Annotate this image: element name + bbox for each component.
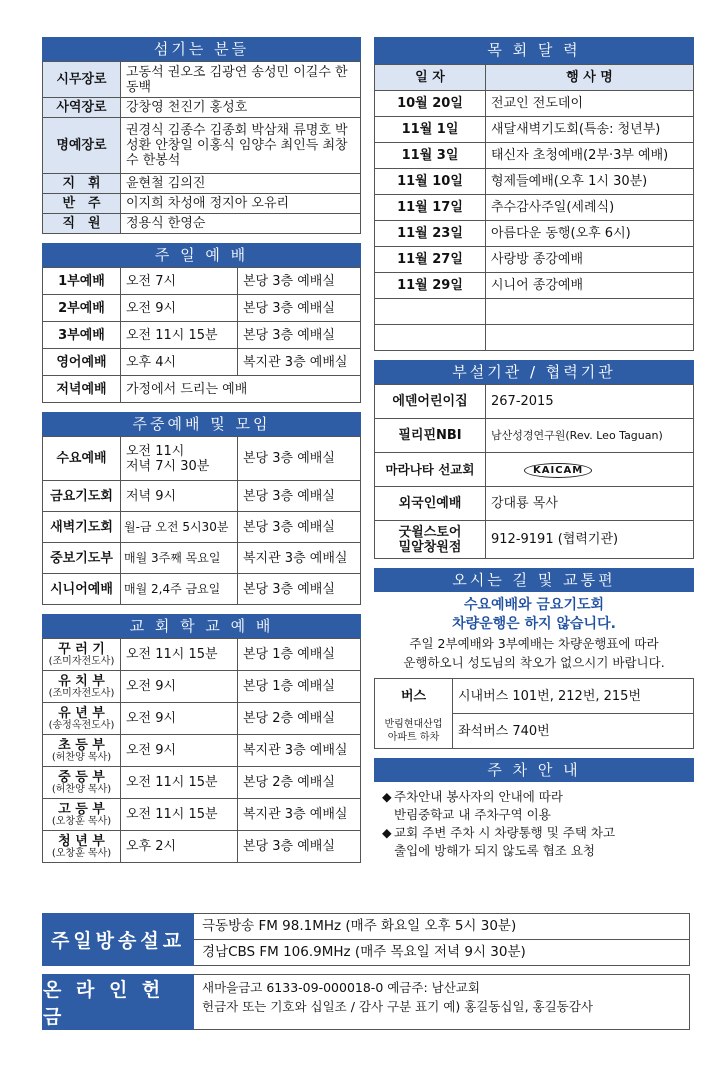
calendar-table xyxy=(374,64,694,351)
row-label: 1부예배 xyxy=(43,268,121,295)
event-date: 11월 10일 xyxy=(375,169,486,195)
row-names: 윤현철 김의진 xyxy=(121,174,361,194)
row-label: 시무장로 xyxy=(43,62,121,98)
broadcast-line: 극동방송 FM 98.1MHz (매주 화요일 오후 5시 30분) xyxy=(202,918,517,934)
row-place: 본당 2층 예배실 xyxy=(238,767,361,799)
table-row xyxy=(375,91,694,117)
diamond-bullet-icon: ◆ xyxy=(382,789,392,804)
table-row xyxy=(43,194,361,214)
row-time: 오전 9시 xyxy=(121,295,238,322)
offering-info xyxy=(194,974,690,1030)
event-date xyxy=(375,299,486,325)
bottom-section xyxy=(42,913,690,1038)
row-names: 이지희 차성애 정지아 오유리 xyxy=(121,194,361,214)
row-place: 본당 3층 예배실 xyxy=(238,481,361,512)
org-name xyxy=(375,521,486,559)
parking-header: 주 차 안 내 xyxy=(374,758,694,782)
row-label: 직 원 xyxy=(43,214,121,234)
row-label xyxy=(43,799,121,831)
table-row xyxy=(375,521,694,559)
directions-blue-line-1: 수요예배와 금요기도회 xyxy=(463,597,605,613)
row-label: 2부예배 xyxy=(43,295,121,322)
parking-item-line: 반림중학교 내 주차구역 이용 xyxy=(394,807,551,822)
table-row xyxy=(375,453,694,487)
spacer xyxy=(374,559,694,568)
event-name: 새달새벽기도회(특송: 청년부) xyxy=(486,117,694,143)
table-row xyxy=(375,221,694,247)
org-info: 남산성경연구원(Rev. Leo Taguan) xyxy=(486,419,694,453)
row-time-1: 오전 11시 xyxy=(126,443,185,459)
dept-leader: (조미자전도사) xyxy=(48,687,115,699)
left-column xyxy=(42,37,361,863)
row-label: 지 휘 xyxy=(43,174,121,194)
row-place: 본당 1층 예배실 xyxy=(238,639,361,671)
org-name: 에덴어린이집 xyxy=(375,385,486,419)
offering-account: 새마을금고 6133-09-000018-0 예금주: 남산교회 xyxy=(202,980,480,995)
row-label xyxy=(43,703,121,735)
event-date: 10월 20일 xyxy=(375,91,486,117)
row-time: 오전 11시 15분 xyxy=(121,322,238,349)
table-row xyxy=(43,118,361,174)
bus-stop xyxy=(375,714,453,749)
event-date: 11월 3일 xyxy=(375,143,486,169)
row-label: 새벽기도회 xyxy=(43,512,121,543)
row-place: 복지관 3층 예배실 xyxy=(238,349,361,376)
table-row xyxy=(43,349,361,376)
parking-list xyxy=(374,782,694,866)
bus-label xyxy=(375,679,453,714)
row-place: 본당 3층 예배실 xyxy=(238,295,361,322)
dept-leader: (오창훈 목사) xyxy=(51,847,112,859)
row-time: 오전 11시 15분 xyxy=(121,799,238,831)
org-info: 912-9191 (협력기관) xyxy=(486,521,694,559)
dept-name: 유 년 부 xyxy=(58,705,105,721)
event-name: 태신자 초청예배(2부·3부 예배) xyxy=(486,143,694,169)
row-label xyxy=(43,735,121,767)
affiliates-header: 부설기관 / 협력기관 xyxy=(374,360,694,384)
org-name: 외국인예배 xyxy=(375,487,486,521)
row-place: 본당 1층 예배실 xyxy=(238,671,361,703)
parking-item xyxy=(382,824,686,860)
table-row xyxy=(43,481,361,512)
table-row xyxy=(43,574,361,605)
bus-line-2: 좌석버스 740번 xyxy=(453,714,694,749)
row-time: 오후 4시 xyxy=(121,349,238,376)
row-names: 강창영 천진기 홍성호 xyxy=(121,98,361,118)
row-label: 저녁예배 xyxy=(43,376,121,403)
table-row xyxy=(43,376,361,403)
row-time-2: 저녁 7시 30분 xyxy=(126,458,210,474)
org-name: 필리핀NBI xyxy=(375,419,486,453)
bus-label-text: 버스 xyxy=(400,688,427,704)
dept-name: 고 등 부 xyxy=(58,801,105,817)
spacer xyxy=(42,605,361,614)
row-label: 반 주 xyxy=(43,194,121,214)
row-names: 권경식 김종수 김종회 박삼채 류명호 박성환 안창일 이홍식 임양수 최인득 최창수 한봉석 xyxy=(121,118,361,174)
event-date: 11월 27일 xyxy=(375,247,486,273)
event-name: 사랑방 종강예배 xyxy=(486,247,694,273)
table-row xyxy=(43,543,361,574)
table-row xyxy=(43,735,361,767)
table-row xyxy=(43,174,361,194)
row-time: 오전 7시 xyxy=(121,268,238,295)
table-row xyxy=(43,268,361,295)
dept-name: 초 등 부 xyxy=(58,737,105,753)
org-info xyxy=(486,453,694,487)
event-name: 추수감사주일(세례식) xyxy=(486,195,694,221)
table-row xyxy=(43,799,361,831)
dept-name: 중 등 부 xyxy=(58,769,105,785)
offering-guide: 헌금자 또는 기호와 십일조 / 감사 구분 표기 예) 홍길동십일, 홍길동감사 xyxy=(202,999,593,1014)
row-label: 수요예배 xyxy=(43,437,121,481)
row-place: 본당 3층 예배실 xyxy=(238,512,361,543)
parking-item xyxy=(382,788,686,824)
sunday-header: 주 일 예 배 xyxy=(42,243,361,267)
row-place: 본당 3층 예배실 xyxy=(238,831,361,863)
diamond-bullet-icon: ◆ xyxy=(382,825,392,840)
spacer xyxy=(374,351,694,360)
table-row xyxy=(43,767,361,799)
directions-header: 오시는 길 및 교통편 xyxy=(374,568,694,592)
table-row xyxy=(375,247,694,273)
row-time: 오전 11시 15분 xyxy=(121,639,238,671)
row-place: 본당 2층 예배실 xyxy=(238,703,361,735)
event-name: 형제들예배(오후 1시 30분) xyxy=(486,169,694,195)
row-place: 본당 3층 예배실 xyxy=(238,437,361,481)
row-time: 오후 2시 xyxy=(121,831,238,863)
table-row xyxy=(375,273,694,299)
table-row xyxy=(43,214,361,234)
spacer xyxy=(42,234,361,243)
row-place: 본당 3층 예배실 xyxy=(238,322,361,349)
org-info: 267-2015 xyxy=(486,385,694,419)
event-date: 11월 1일 xyxy=(375,117,486,143)
school-header: 교 회 학 교 예 배 xyxy=(42,614,361,638)
servants-table xyxy=(42,61,361,234)
event-name: 시니어 종강예배 xyxy=(486,273,694,299)
row-names: 고동석 권오조 김광연 송성민 이길수 한동백 xyxy=(121,62,361,98)
org-info: 강대룡 목사 xyxy=(486,487,694,521)
row-label: 금요기도회 xyxy=(43,481,121,512)
row-time xyxy=(121,437,238,481)
offering-line xyxy=(194,975,689,1019)
org-name-1: 굿윌스토어 xyxy=(398,524,462,540)
bus-stop-2: 아파트 하차 xyxy=(387,731,440,743)
dept-name: 청 년 부 xyxy=(58,833,105,849)
org-name-2: 밀알창원점 xyxy=(398,539,462,555)
bus-line-1: 시내버스 101번, 212번, 215번 xyxy=(453,679,694,714)
sunday-table xyxy=(42,267,361,403)
row-place: 본당 3층 예배실 xyxy=(238,574,361,605)
table-row xyxy=(375,385,694,419)
row-place: 복지관 3층 예배실 xyxy=(238,735,361,767)
weekday-table xyxy=(42,436,361,605)
school-table xyxy=(42,638,361,863)
dept-leader: (조미자전도사) xyxy=(48,655,115,667)
dept-leader: (허찬양 목사) xyxy=(51,783,112,795)
broadcast-label: 주일방송설교 xyxy=(42,913,194,966)
offering-label: 온 라 인 헌 금 xyxy=(42,974,194,1030)
broadcast-line: 경남CBS FM 106.9MHz (매주 목요일 저녁 9시 30분) xyxy=(194,939,689,965)
table-row xyxy=(375,169,694,195)
col-header-event: 행 사 명 xyxy=(486,65,694,91)
table-row xyxy=(43,639,361,671)
row-label: 영어예배 xyxy=(43,349,121,376)
table-row xyxy=(43,831,361,863)
org-name: 마라나타 선교회 xyxy=(375,453,486,487)
affiliates-table xyxy=(374,384,694,559)
event-date xyxy=(375,325,486,351)
table-row xyxy=(375,714,694,749)
event-name: 전교인 전도데이 xyxy=(486,91,694,117)
row-place: 본당 3층 예배실 xyxy=(238,268,361,295)
directions-note-1: 주일 2부예배와 3부예배는 차량운행표에 따라 xyxy=(409,636,659,651)
row-place: 복지관 3층 예배실 xyxy=(238,543,361,574)
row-names: 정용식 한영순 xyxy=(121,214,361,234)
table-row xyxy=(375,679,694,714)
row-label: 시니어예배 xyxy=(43,574,121,605)
kaicam-logo: KAICAM xyxy=(524,463,592,478)
table-row xyxy=(43,322,361,349)
table-row xyxy=(375,117,694,143)
row-time: 오전 11시 15분 xyxy=(121,767,238,799)
row-time: 매월 2,4주 금요일 xyxy=(121,574,238,605)
broadcast-info xyxy=(194,913,690,966)
table-row xyxy=(43,62,361,98)
directions-notice xyxy=(374,592,694,678)
event-date: 11월 17일 xyxy=(375,195,486,221)
table-row xyxy=(375,419,694,453)
weekday-header: 주중예배 및 모임 xyxy=(42,412,361,436)
col-header-date: 일 자 xyxy=(375,65,486,91)
spacer xyxy=(42,403,361,412)
table-row xyxy=(375,299,694,325)
event-name: 아름다운 동행(오후 6시) xyxy=(486,221,694,247)
table-row xyxy=(375,195,694,221)
table-row xyxy=(43,671,361,703)
event-date: 11월 23일 xyxy=(375,221,486,247)
table-row xyxy=(43,437,361,481)
table-row xyxy=(375,143,694,169)
table-row xyxy=(43,295,361,322)
table-row xyxy=(43,512,361,543)
row-time: 오전 9시 xyxy=(121,671,238,703)
broadcast-row xyxy=(42,913,690,966)
row-label xyxy=(43,671,121,703)
row-label xyxy=(43,831,121,863)
spacer xyxy=(374,749,694,758)
row-label: 3부예배 xyxy=(43,322,121,349)
table-row xyxy=(43,703,361,735)
row-label: 사역장로 xyxy=(43,98,121,118)
directions-note-2: 운행하오니 성도님의 착오가 없으시기 바랍니다. xyxy=(403,655,665,670)
bus-stop-1: 반림현대산업 xyxy=(384,718,443,730)
row-time: 매월 3주째 목요일 xyxy=(121,543,238,574)
row-label xyxy=(43,639,121,671)
table-row xyxy=(375,487,694,521)
row-label xyxy=(43,767,121,799)
table-row xyxy=(375,325,694,351)
calendar-header: 목 회 달 력 xyxy=(374,37,694,64)
directions-blue-line-2: 차량운행은 하지 않습니다. xyxy=(452,616,616,632)
dept-name: 꾸 러 기 xyxy=(58,641,105,657)
event-name xyxy=(486,325,694,351)
parking-item-line: 교회 주변 주차 시 차량통행 및 주택 차고 xyxy=(394,825,616,840)
offering-row xyxy=(42,974,690,1030)
row-time: 오전 9시 xyxy=(121,735,238,767)
row-label: 중보기도부 xyxy=(43,543,121,574)
row-time: 가정에서 드리는 예배 xyxy=(121,376,361,403)
right-column xyxy=(374,37,694,866)
row-place: 복지관 3층 예배실 xyxy=(238,799,361,831)
event-date: 11월 29일 xyxy=(375,273,486,299)
table-header-row xyxy=(375,65,694,91)
row-time: 월-금 오전 5시30분 xyxy=(121,512,238,543)
servants-header: 섬기는 분들 xyxy=(42,37,361,61)
dept-name: 유 치 부 xyxy=(58,673,105,689)
row-time: 저녁 9시 xyxy=(121,481,238,512)
parking-item-line: 출입에 방해가 되지 않도록 협조 요청 xyxy=(394,843,595,858)
row-label: 명예장로 xyxy=(43,118,121,174)
parking-item-line: 주차안내 봉사자의 안내에 따라 xyxy=(394,789,563,804)
event-name xyxy=(486,299,694,325)
row-time: 오전 9시 xyxy=(121,703,238,735)
dept-leader: (송정옥전도사) xyxy=(48,719,115,731)
table-row xyxy=(43,98,361,118)
bus-table xyxy=(374,678,694,749)
dept-leader: (오창훈 목사) xyxy=(51,815,112,827)
dept-leader: (허찬양 목사) xyxy=(51,751,112,763)
